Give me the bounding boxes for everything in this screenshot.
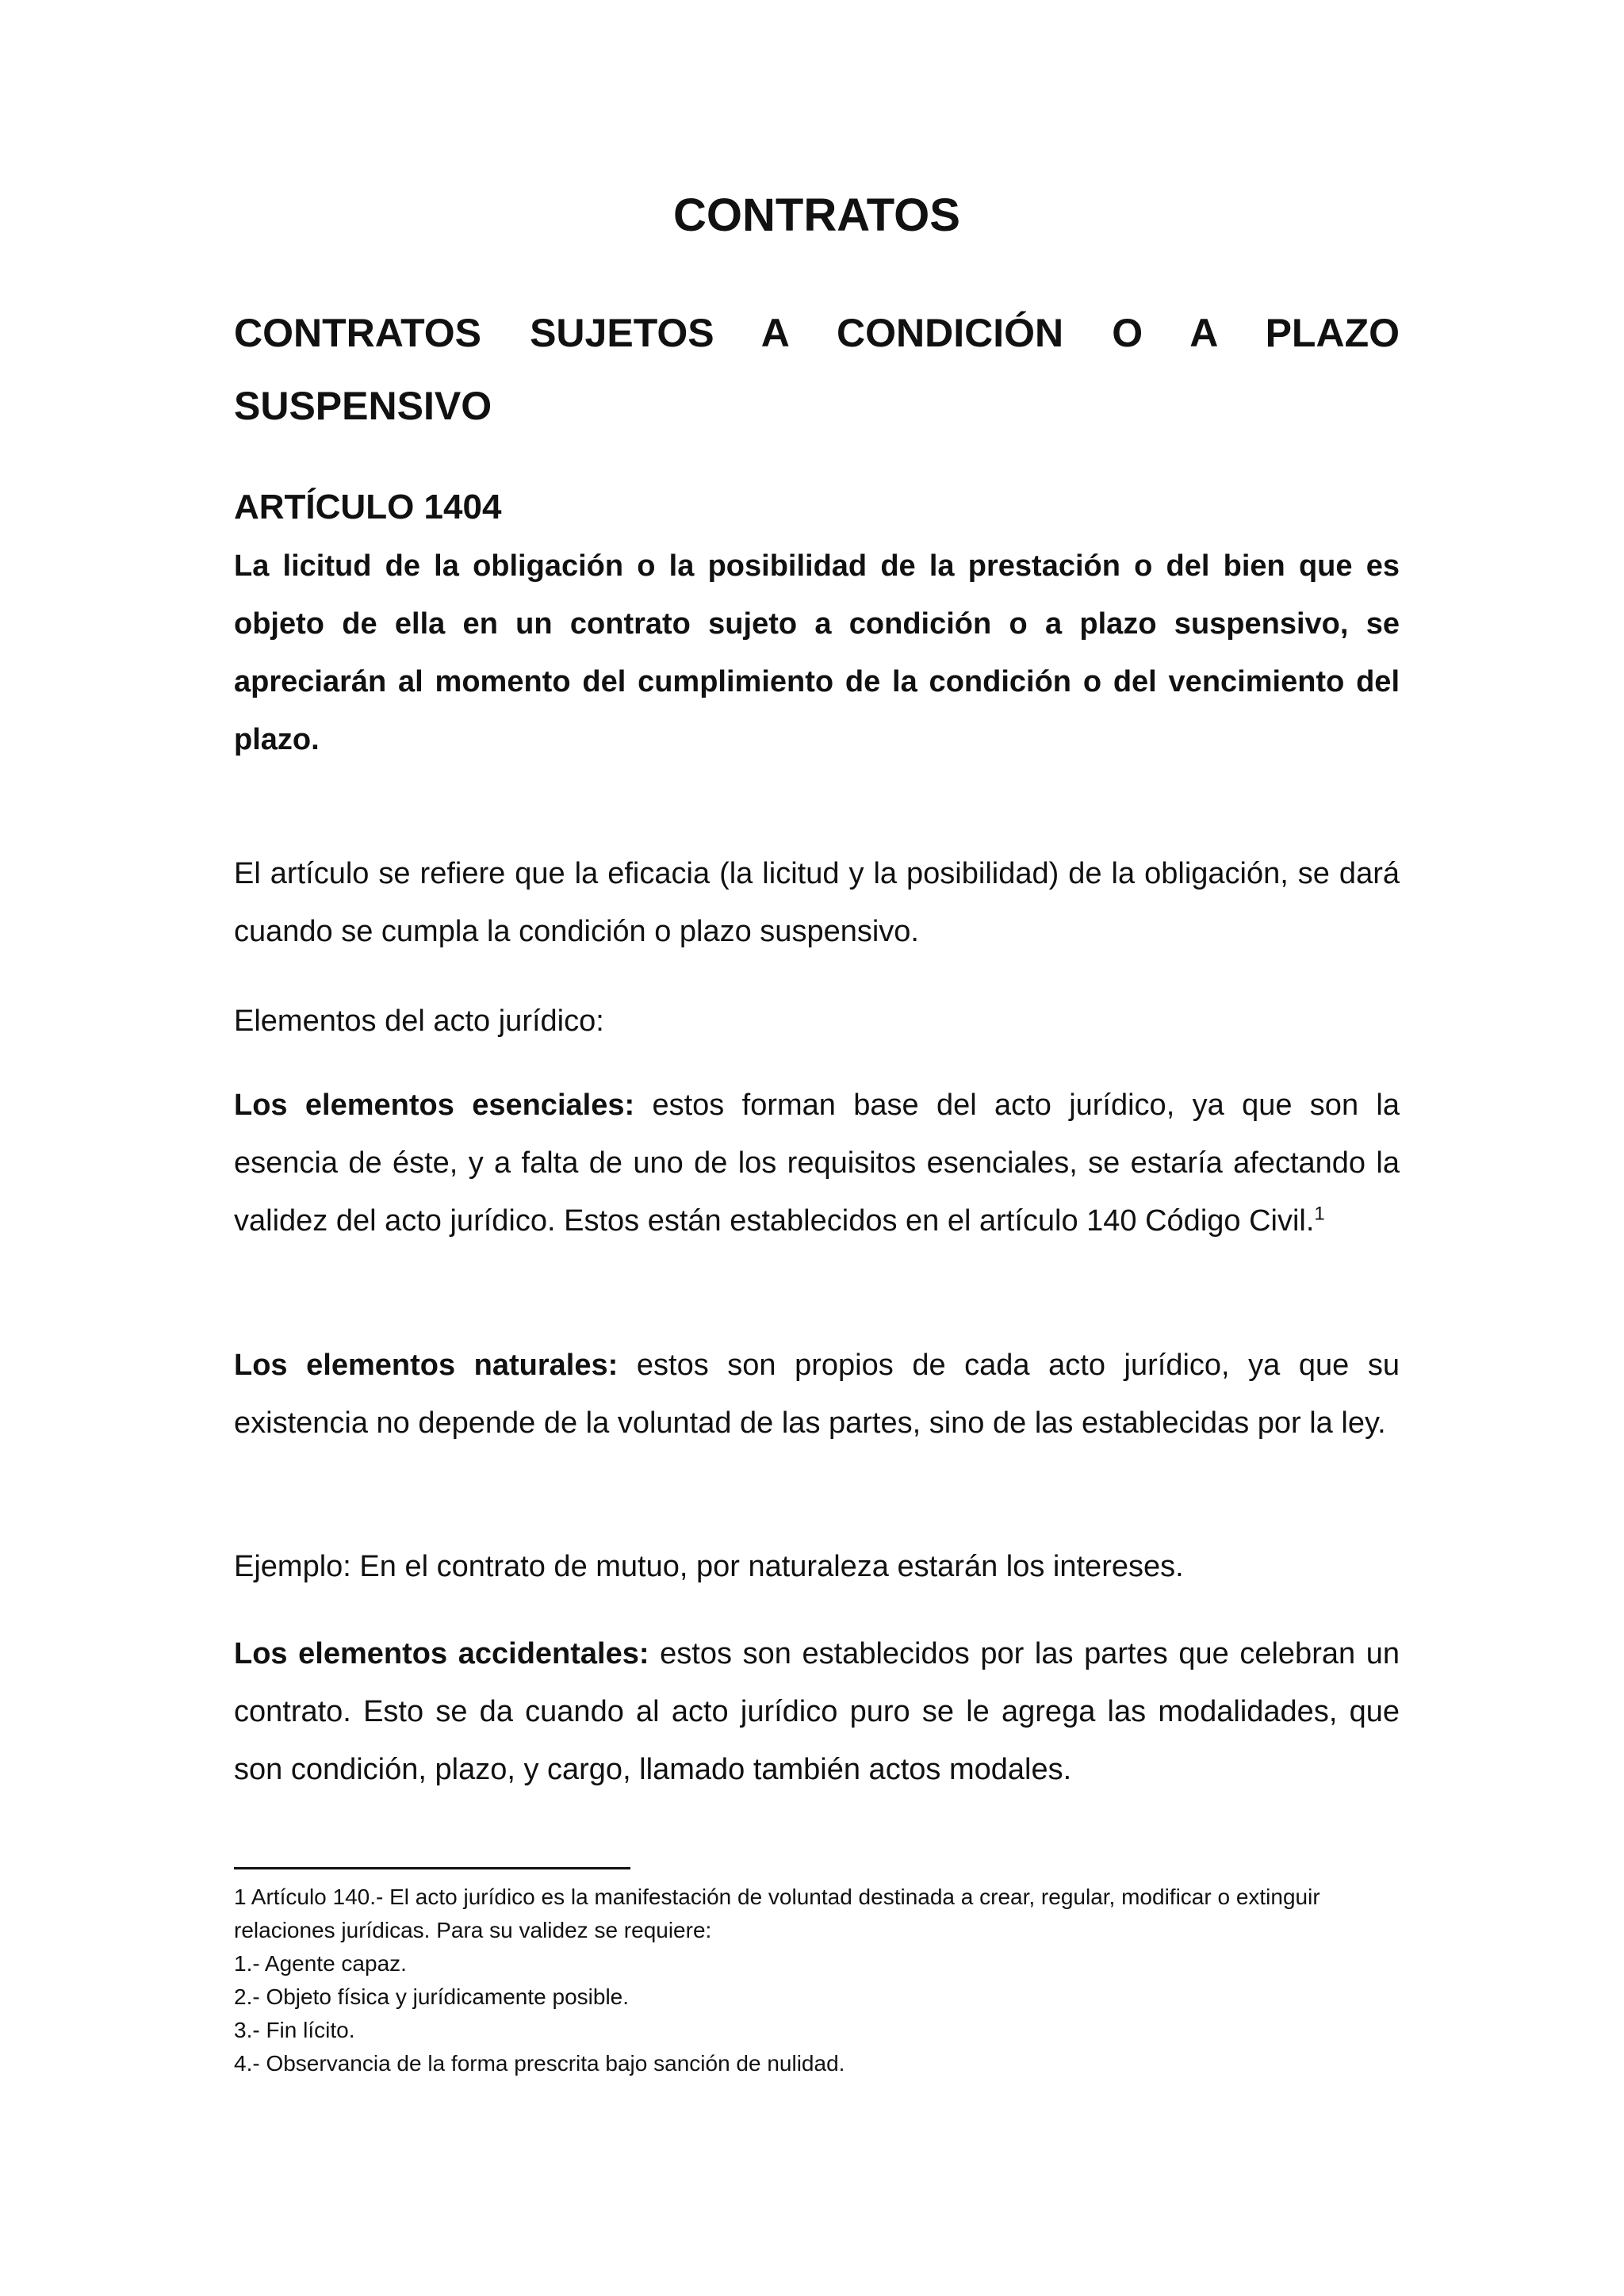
paragraph-article-explanation: El artículo se refiere que la eficacia (la licitud y la posibilidad) de la obligación, se dará cuando se cumpla la condición o plazo suspensivo. (234, 857, 1400, 948)
paragraph-example: Ejemplo: En el contrato de mutuo, por naturaleza estarán los intereses. (234, 1550, 1184, 1583)
footnote-item: 2.- Objeto física y jurídicamente posible. (234, 1984, 630, 2009)
footnote-item: 1.- Agente capaz. (234, 1951, 407, 1976)
footnote (234, 1881, 1400, 2080)
article-heading: ARTÍCULO 1404 (234, 488, 502, 526)
accidental-elements-label: Los elementos accidentales: (234, 1637, 649, 1670)
footnote-intro: 1 Artículo 140.- El acto jurídico es la manifestación de voluntad destinada a crear, regular, modificar o extinguir relaciones jurídicas. Para su validez se requiere: (234, 1885, 1320, 1942)
paragraph-essential-elements (234, 1077, 1400, 1250)
article-text: La licitud de la obligación o la posibilidad de la prestación o del bien que es objeto de ella en un contrato sujeto a condición o a plazo suspensivo, se apreciarán al momento del cumplimiento de la condición o del vencimiento del plazo. (234, 549, 1400, 756)
footnote-item: 4.- Observancia de la forma prescrita bajo sanción de nulidad. (234, 2051, 845, 2076)
document-title: CONTRATOS (673, 189, 960, 241)
natural-elements-label: Los elementos naturales: (234, 1349, 619, 1382)
paragraph-natural-elements (234, 1337, 1400, 1452)
footnote-item: 3.- Fin lícito. (234, 2018, 355, 2042)
footnote-divider (234, 1867, 630, 1869)
essential-elements-label: Los elementos esenciales: (234, 1089, 635, 1122)
accidental-elements-text: estos son establecidos por las partes que celebran un contrato. Esto se da cuando al acto jurídico puro se le agrega las modalidades, que son condición, plazo, y cargo, llamado también actos modales. (234, 1637, 1400, 1786)
natural-elements-text: estos son propios de cada acto jurídico, ya que su existencia no depende de la voluntad de las partes, sino de las establecidas por la ley. (234, 1349, 1400, 1440)
paragraph-accidental-elements (234, 1625, 1400, 1799)
paragraph-elements-intro: Elementos del acto jurídico: (234, 1004, 604, 1038)
footnote-reference[interactable]: 1 (1314, 1203, 1325, 1225)
essential-elements-text: estos forman base del acto jurídico, ya que son la esencia de éste, y a falta de uno de los requisitos esenciales, se estaría afectando la validez del acto jurídico. Estos están establecidos en el artículo 140 Código Civil. (234, 1089, 1400, 1238)
section-title: CONTRATOS SUJETOS A CONDICIÓN O A PLAZO SUSPENSIVO (234, 311, 1400, 428)
